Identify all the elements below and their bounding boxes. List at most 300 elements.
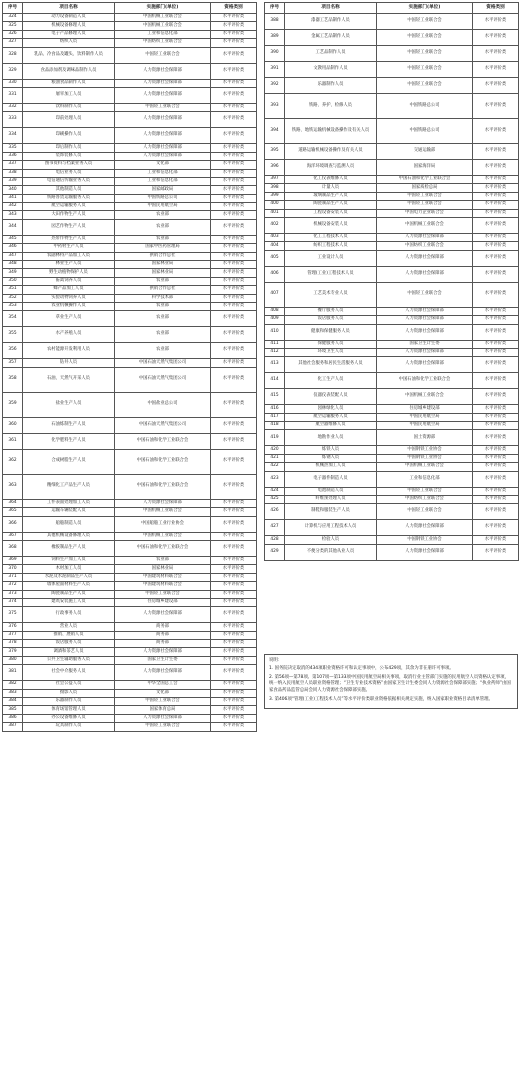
table-row — [3, 39, 257, 47]
item-name: 热带作物生产人员 — [23, 235, 115, 243]
category: 水平评价类 — [211, 714, 257, 722]
category: 水平评价类 — [473, 422, 519, 430]
category: 水平评价类 — [211, 327, 257, 343]
table-row — [265, 487, 519, 495]
category: 水平评价类 — [211, 689, 257, 697]
department: 农业部 — [115, 311, 211, 327]
row-number: 332 — [3, 103, 23, 111]
item-name: 机械热加工人员 — [285, 463, 377, 471]
department: 中国机械工业联合会 — [115, 14, 211, 22]
row-number: 381 — [3, 665, 23, 681]
item-name: 纤维预处理人员 — [285, 496, 377, 504]
item-name: 铁路、养护、检修人员 — [285, 94, 377, 119]
item-name: 餐厅服务人员 — [285, 307, 377, 315]
department: 人力资源社会保障部 — [115, 665, 211, 681]
table-row — [3, 112, 257, 128]
row-number: 416 — [265, 405, 285, 413]
item-name: 不便分类的其他从业人员 — [285, 544, 377, 560]
department: 中国轻工业联合会 — [377, 487, 473, 495]
row-number: 388 — [265, 14, 285, 30]
item-name: 印后制作人员 — [23, 144, 115, 152]
header-name: 项目名称 — [23, 3, 115, 14]
department: 人力资源社会保障部 — [377, 316, 473, 324]
note-item-2: 2. 第56项—第78项、第107项—第133项中国民用航空局相关事项，取消行业主管部门实施的民用航空人员资格认定事项，统一纳入民用航空人员职业资格管理；“卫生专业技术资格”由国家卫生计生委会同人力资源社会保障部实施；“执业药师”由国家食品药品监管总局会同人力资源社会保障部实施。 — [269, 674, 511, 694]
table-row — [3, 656, 257, 664]
department: 中国机械工业联合会 — [115, 22, 211, 30]
department: 中国轻工业联合会 — [377, 30, 473, 46]
category: 水平评价类 — [211, 590, 257, 598]
category: 水平评价类 — [211, 203, 257, 211]
table-row — [3, 152, 257, 160]
row-number: 355 — [3, 327, 23, 343]
row-number: 364 — [3, 499, 23, 507]
item-name: 社会中介服务人员 — [23, 665, 115, 681]
item-name: 纺织人员 — [23, 39, 115, 47]
row-number: 336 — [3, 152, 23, 160]
row-number: 401 — [265, 209, 285, 217]
department: 人力资源社会保障部 — [115, 87, 211, 103]
category: 水平评价类 — [473, 316, 519, 324]
department: 农业部 — [115, 235, 211, 243]
department: 国家卫生计生委 — [377, 340, 473, 348]
category: 水平评价类 — [211, 648, 257, 656]
row-number: 413 — [265, 357, 285, 373]
item-name: 电信通信传输业务人员 — [23, 177, 115, 185]
category: 水平评价类 — [473, 209, 519, 217]
table-row — [3, 433, 257, 449]
department: 中国钢铁工业协会 — [377, 446, 473, 454]
category: 水平评价类 — [473, 373, 519, 389]
table-row — [3, 128, 257, 144]
row-number: 368 — [3, 540, 23, 556]
table-row — [265, 357, 519, 373]
department: 中国轻工业联合会 — [377, 282, 473, 307]
department: 人力资源社会保障部 — [115, 648, 211, 656]
item-name: 航空运输服务人员 — [285, 413, 377, 421]
row-number: 407 — [265, 282, 285, 307]
item-name: 玩具制作人员 — [23, 723, 115, 731]
table-row — [265, 30, 519, 46]
item-name: 炼钢人员 — [285, 454, 377, 462]
header-dept: 实施部门(单位) — [377, 3, 473, 14]
table-row — [265, 496, 519, 504]
table-row — [3, 665, 257, 681]
item-name: 运输车辆装配人员 — [23, 508, 115, 516]
department: 人力资源社会保障部 — [115, 128, 211, 144]
item-name: 钻井人员 — [23, 359, 115, 367]
item-name: 工件表面处理加工人员 — [23, 499, 115, 507]
row-number: 352 — [3, 294, 23, 302]
table-row — [3, 294, 257, 302]
department: 中国机械工业联合会 — [377, 463, 473, 471]
department: 人力资源社会保障部 — [115, 144, 211, 152]
department: 人力资源社会保障部 — [115, 79, 211, 87]
table-row — [3, 286, 257, 294]
item-name: 化工仪表维修人员 — [285, 176, 377, 184]
department: 中国轻工业联合会 — [115, 698, 211, 706]
department: 人力资源社会保障部 — [115, 714, 211, 722]
table-row — [3, 573, 257, 581]
table-row — [3, 565, 257, 573]
row-number: 425 — [265, 496, 285, 504]
table-row — [265, 250, 519, 266]
row-number: 406 — [265, 266, 285, 282]
item-name: 电子器件制造人员 — [285, 471, 377, 487]
department: 中华全国总工会 — [115, 681, 211, 689]
row-number: 357 — [3, 359, 23, 367]
category: 水平评价类 — [473, 348, 519, 356]
category: 水平评价类 — [211, 532, 257, 540]
category: 水平评价类 — [211, 681, 257, 689]
row-number: 335 — [3, 144, 23, 152]
category: 水平评价类 — [211, 269, 257, 277]
item-name: 行政事务人员 — [23, 607, 115, 623]
table-row — [265, 192, 519, 200]
category: 水平评价类 — [473, 430, 519, 446]
row-number: 422 — [265, 463, 285, 471]
table-header-row — [265, 3, 519, 14]
department: 中国轻工业联合会 — [115, 723, 211, 731]
department: 人力资源社会保障部 — [377, 307, 473, 315]
item-name: 印刷操作人员 — [23, 128, 115, 144]
category: 水平评价类 — [211, 169, 257, 177]
department: 国家林业局 — [115, 269, 211, 277]
category: 水平评价类 — [473, 62, 519, 78]
category: 水平评价类 — [473, 544, 519, 560]
category: 水平评价类 — [211, 540, 257, 556]
note-item-1: 1. 国务院决定取消的434项职业资格许可和认定事项中，公布429项，其余为非在册许可事项。 — [269, 666, 454, 672]
item-name: 办公设备维修人员 — [23, 714, 115, 722]
row-number: 421 — [265, 454, 285, 462]
department: 交通运输部 — [377, 144, 473, 160]
item-name: 工艺品制作人员 — [285, 46, 377, 62]
header-category: 资格类别 — [473, 3, 519, 14]
item-name: 环境卫生人员 — [285, 348, 377, 356]
item-name: 摄影人员 — [23, 689, 115, 697]
table-row — [265, 316, 519, 324]
row-number: 418 — [265, 422, 285, 430]
table-row — [3, 590, 257, 598]
category: 水平评价类 — [211, 607, 257, 623]
row-number: 326 — [3, 30, 23, 38]
row-number: 411 — [265, 340, 285, 348]
row-number: 373 — [3, 590, 23, 598]
row-number: 389 — [265, 30, 285, 46]
department: 中国石油和化学工业联合会 — [115, 449, 211, 474]
item-name: 粮油食品制作人员 — [23, 79, 115, 87]
table-row — [3, 474, 257, 499]
department: 工业和信息化部 — [115, 30, 211, 38]
table-row — [3, 14, 257, 22]
department: 农业部 — [115, 343, 211, 359]
department: 中国石油和化学工业联合会 — [115, 433, 211, 449]
row-number: 383 — [3, 689, 23, 697]
table-row — [265, 119, 519, 144]
row-number: 348 — [3, 261, 23, 269]
header-name: 项目名称 — [285, 3, 377, 14]
row-number: 344 — [3, 219, 23, 235]
row-number: 380 — [3, 656, 23, 664]
category: 水平评价类 — [473, 144, 519, 160]
row-number: 325 — [3, 22, 23, 30]
row-number: 378 — [3, 640, 23, 648]
item-name: 制鞋和服装生产人员 — [285, 504, 377, 520]
department: 中国纺织工业联合会 — [377, 242, 473, 250]
table-row — [3, 449, 257, 474]
table-row — [3, 219, 257, 235]
category: 水平评价类 — [211, 311, 257, 327]
category: 水平评价类 — [211, 698, 257, 706]
item-name: 公共卫生辅助服务人员 — [23, 656, 115, 664]
item-name: 检验人员 — [285, 536, 377, 544]
table-row — [3, 706, 257, 714]
row-number: 391 — [265, 62, 285, 78]
department: 国家林业局 — [115, 261, 211, 269]
notes-title: 说明： — [269, 658, 283, 663]
row-number: 374 — [3, 598, 23, 606]
row-number: 395 — [265, 144, 285, 160]
department: 国土资源部 — [377, 430, 473, 446]
item-name: 机械设备修理人员 — [23, 22, 115, 30]
category: 水平评价类 — [473, 78, 519, 94]
row-number: 429 — [265, 544, 285, 560]
table-row — [3, 723, 257, 731]
table-row — [265, 307, 519, 315]
row-number: 379 — [3, 648, 23, 656]
item-name: 饭店服务人员 — [23, 640, 115, 648]
table-row — [3, 30, 257, 38]
table-row — [3, 359, 257, 367]
item-name: 船舶制造人员 — [23, 516, 115, 532]
category: 水平评价类 — [211, 161, 257, 169]
row-number: 366 — [3, 516, 23, 532]
row-number: 360 — [3, 417, 23, 433]
department: 中国民用航空局 — [377, 422, 473, 430]
table-row — [3, 203, 257, 211]
row-number: 393 — [265, 94, 285, 119]
row-number: 337 — [3, 161, 23, 169]
department: 中国石油天然气集团公司 — [115, 359, 211, 367]
department: 中国石油和化学工业联合会 — [115, 540, 211, 556]
item-name: 蜂产品加工人员 — [23, 286, 115, 294]
category: 水平评价类 — [211, 656, 257, 664]
row-number: 367 — [3, 532, 23, 540]
table-row — [3, 698, 257, 706]
table-row — [3, 598, 257, 606]
table-row — [3, 532, 257, 540]
category: 水平评价类 — [473, 46, 519, 62]
item-name: 航空运输服务人员 — [23, 203, 115, 211]
header-category: 资格类别 — [211, 3, 257, 14]
department: 中国民用航空局 — [115, 203, 211, 211]
category: 水平评价类 — [473, 446, 519, 454]
department: 文化部 — [115, 689, 211, 697]
item-name: 化工工程技术人员 — [285, 233, 377, 241]
item-name: 装饰装修人员 — [23, 152, 115, 160]
item-name: 水产养殖人员 — [23, 327, 115, 343]
row-number: 324 — [3, 14, 23, 22]
department: 工业和信息化部 — [115, 177, 211, 185]
category: 水平评价类 — [211, 103, 257, 111]
row-number: 409 — [265, 316, 285, 324]
table-row — [265, 94, 519, 119]
department: 国家邮政局 — [115, 186, 211, 194]
item-name: 水泥及水泥制品生产人员 — [23, 573, 115, 581]
table-row — [265, 324, 519, 340]
category: 水平评价类 — [211, 277, 257, 285]
item-name: 饭店服务人员 — [285, 316, 377, 324]
table-row — [3, 144, 257, 152]
item-name: 食品添加剂及调味品制作人员 — [23, 63, 115, 79]
item-name: 印前处理人员 — [23, 112, 115, 128]
item-name: 地勘作业人员 — [285, 430, 377, 446]
row-number: 329 — [3, 63, 23, 79]
table-row — [3, 540, 257, 556]
item-name: 动力设备制造人员 — [23, 14, 115, 22]
category: 水平评价类 — [473, 463, 519, 471]
department: 中国石油和化学工业联合会 — [377, 176, 473, 184]
department: 中国机械工业联合会 — [377, 389, 473, 405]
category: 水平评价类 — [211, 449, 257, 474]
item-name: 石油、天然气开采人员 — [23, 367, 115, 392]
item-name: 推销、展销人员 — [23, 631, 115, 639]
item-name: 草业生产人员 — [23, 311, 115, 327]
category: 水平评价类 — [211, 286, 257, 294]
table-row — [3, 63, 257, 79]
table-row — [3, 623, 257, 631]
category: 水平评价类 — [211, 186, 257, 194]
department: 人力资源社会保障部 — [115, 607, 211, 623]
department: 中国纺织工业联合会 — [115, 39, 211, 47]
table-row — [3, 499, 257, 507]
category: 水平评价类 — [473, 357, 519, 373]
category: 水平评价类 — [473, 233, 519, 241]
row-number: 399 — [265, 192, 285, 200]
department: 国家卫生计生委 — [115, 656, 211, 664]
item-name: 农业机械操作人员 — [23, 302, 115, 310]
qualification-table-left — [2, 2, 257, 732]
table-row — [265, 471, 519, 487]
item-name: 计算机与应用工程技术人员 — [285, 520, 377, 536]
table-row — [3, 302, 257, 310]
table-row — [3, 582, 257, 590]
category: 水平评价类 — [211, 194, 257, 202]
table-row — [265, 266, 519, 282]
table-row — [3, 631, 257, 639]
table-row — [3, 103, 257, 111]
row-number: 362 — [3, 449, 23, 474]
table-row — [265, 14, 519, 30]
item-name: 社会公益人员 — [23, 681, 115, 689]
item-name: 电池制造人员 — [285, 487, 377, 495]
category: 水平评价类 — [211, 177, 257, 185]
row-number: 408 — [265, 307, 285, 315]
department: 中国轻工业联合会 — [377, 201, 473, 209]
row-number: 372 — [3, 582, 23, 590]
table-row — [265, 62, 519, 78]
row-number: 420 — [265, 446, 285, 454]
category: 水平评价类 — [473, 30, 519, 46]
row-number: 385 — [3, 706, 23, 714]
table-row — [265, 176, 519, 184]
table-row — [3, 640, 257, 648]
table-row — [3, 194, 257, 202]
row-number: 377 — [3, 631, 23, 639]
table-row — [265, 78, 519, 94]
row-number: 392 — [265, 78, 285, 94]
item-name: 合成树脂生产人员 — [23, 449, 115, 474]
category: 水平评价类 — [473, 217, 519, 233]
item-name: 乳品、冷食品及罐头、饮料制作人员 — [23, 47, 115, 63]
row-number: 428 — [265, 536, 285, 544]
table-row — [265, 463, 519, 471]
category: 水平评价类 — [473, 266, 519, 282]
department: 中国铁路总公司 — [115, 194, 211, 202]
item-name: 盐业生产人员 — [23, 392, 115, 417]
row-number: 333 — [3, 112, 23, 128]
row-number: 410 — [265, 324, 285, 340]
department: 人力资源社会保障部 — [377, 324, 473, 340]
category: 水平评价类 — [473, 520, 519, 536]
row-number: 384 — [3, 698, 23, 706]
category: 水平评价类 — [211, 302, 257, 310]
item-name: 大田作物生产人员 — [23, 211, 115, 219]
category: 水平评价类 — [473, 119, 519, 144]
department: 中国轻工业联合会 — [115, 590, 211, 598]
table-row — [3, 392, 257, 417]
item-name: 铁路、地铁运输机械设备操作及有关人员 — [285, 119, 377, 144]
category: 水平评价类 — [473, 454, 519, 462]
qualification-table-right — [264, 2, 519, 561]
department: 人力资源社会保障部 — [377, 357, 473, 373]
table-row — [3, 516, 257, 532]
category: 水平评价类 — [211, 516, 257, 532]
item-name: 仪器仪表装配人员 — [285, 389, 377, 405]
department: 中国船舶工业行业协会 — [115, 516, 211, 532]
item-name: 计量人员 — [285, 184, 377, 192]
item-name: 工业设计人员 — [285, 250, 377, 266]
category: 水平评价类 — [473, 496, 519, 504]
category: 水平评价类 — [211, 63, 257, 79]
item-name: 石油炼制生产人员 — [23, 417, 115, 433]
department: 商务部 — [115, 640, 211, 648]
item-name: 铁路客货运输服务人员 — [23, 194, 115, 202]
row-number: 369 — [3, 556, 23, 564]
row-number: 350 — [3, 277, 23, 285]
category: 水平评价类 — [473, 14, 519, 30]
row-number: 351 — [3, 286, 23, 294]
category: 水平评价类 — [211, 144, 257, 152]
category: 水平评价类 — [211, 367, 257, 392]
category: 水平评价类 — [211, 252, 257, 260]
category: 水平评价类 — [211, 631, 257, 639]
department: 住房城乡建设部 — [115, 598, 211, 606]
department: 农业部 — [115, 556, 211, 564]
table-row — [3, 177, 257, 185]
department: 人力资源社会保障部 — [377, 348, 473, 356]
item-name: 木材加工人员 — [23, 565, 115, 573]
department: 农业部 — [115, 277, 211, 285]
row-number: 363 — [3, 474, 23, 499]
table-row — [265, 233, 519, 241]
department: 中国石油和化学工业联合会 — [377, 373, 473, 389]
category: 水平评价类 — [211, 87, 257, 103]
item-name: 林业生产人员 — [23, 261, 115, 269]
item-name: 机械设备安装人员 — [285, 217, 377, 233]
category: 水平评价类 — [211, 39, 257, 47]
item-name: 航空器维修人员 — [285, 422, 377, 430]
category: 水平评价类 — [211, 219, 257, 235]
